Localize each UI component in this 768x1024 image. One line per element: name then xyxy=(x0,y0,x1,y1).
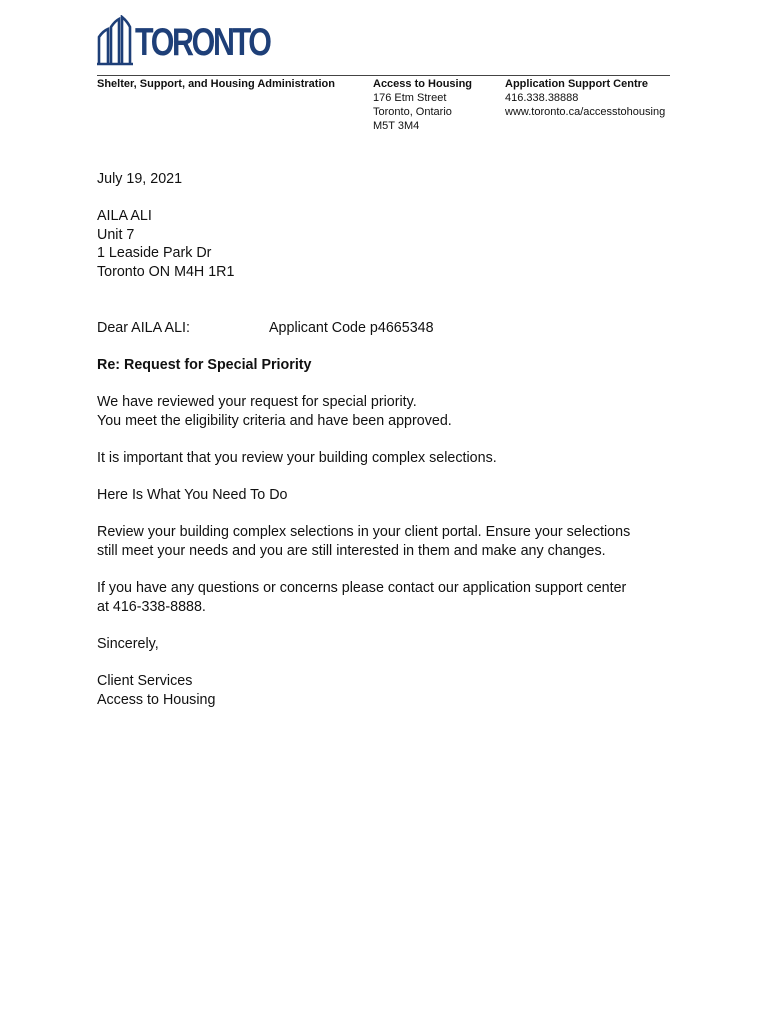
office-address-block xyxy=(373,77,472,133)
department-name xyxy=(97,77,335,91)
office-street: 176 Etm Street xyxy=(373,92,447,104)
support-phone: 416.338.38888 xyxy=(505,92,579,104)
paragraph-line: You meet the eligibility criteria and have been approved. xyxy=(97,412,452,429)
header-rule xyxy=(97,75,670,76)
department-label: Shelter, Support, and Housing Administration xyxy=(97,78,335,90)
letter-date: July 19, 2021 xyxy=(97,171,183,187)
recipient-street: 1 Leaside Park Dr xyxy=(97,245,212,261)
paragraph-contact xyxy=(97,579,626,616)
office-name: Access to Housing xyxy=(373,78,473,90)
recipient-unit: Unit 7 xyxy=(97,226,135,243)
salutation: Dear AILA ALI: xyxy=(97,320,190,336)
paragraph-line: If you have any questions or concerns please contact our application support center xyxy=(97,580,627,596)
recipient-name: AILA ALI xyxy=(97,208,152,224)
signature-line: Access to Housing xyxy=(97,691,216,708)
city-hall-icon xyxy=(97,15,133,67)
paragraph-line: still meet your needs and you are still interested in them and make any changes. xyxy=(97,542,606,559)
paragraph-approval xyxy=(97,393,452,430)
paragraph-instructions xyxy=(97,523,630,560)
support-centre-block xyxy=(505,77,665,119)
paragraph-line: We have reviewed your request for special priority. xyxy=(97,394,417,410)
office-city: Toronto, Ontario xyxy=(373,106,452,118)
toronto-logo xyxy=(97,15,270,67)
logo-wordmark: TORONTO xyxy=(135,21,270,64)
applicant-code: Applicant Code p4665348 xyxy=(269,320,434,336)
signature-line: Client Services xyxy=(97,673,193,689)
closing: Sincerely, xyxy=(97,636,159,652)
paragraph-review: It is important that you review your building complex selections. xyxy=(97,450,497,466)
paragraph-heading-todo: Here Is What You Need To Do xyxy=(97,487,288,503)
paragraph-line: Review your building complex selections in your client portal. Ensure your selections xyxy=(97,524,631,540)
office-postal: M5T 3M4 xyxy=(373,120,420,132)
support-url[interactable]: www.toronto.ca/accesstohousing xyxy=(505,106,666,118)
support-centre-name: Application Support Centre xyxy=(505,78,648,90)
signature-block xyxy=(97,672,215,709)
paragraph-line: at 416-338-8888. xyxy=(97,598,206,615)
recipient-city: Toronto ON M4H 1R1 xyxy=(97,263,235,280)
subject-line: Re: Request for Special Priority xyxy=(97,357,312,373)
recipient-address xyxy=(97,207,234,281)
